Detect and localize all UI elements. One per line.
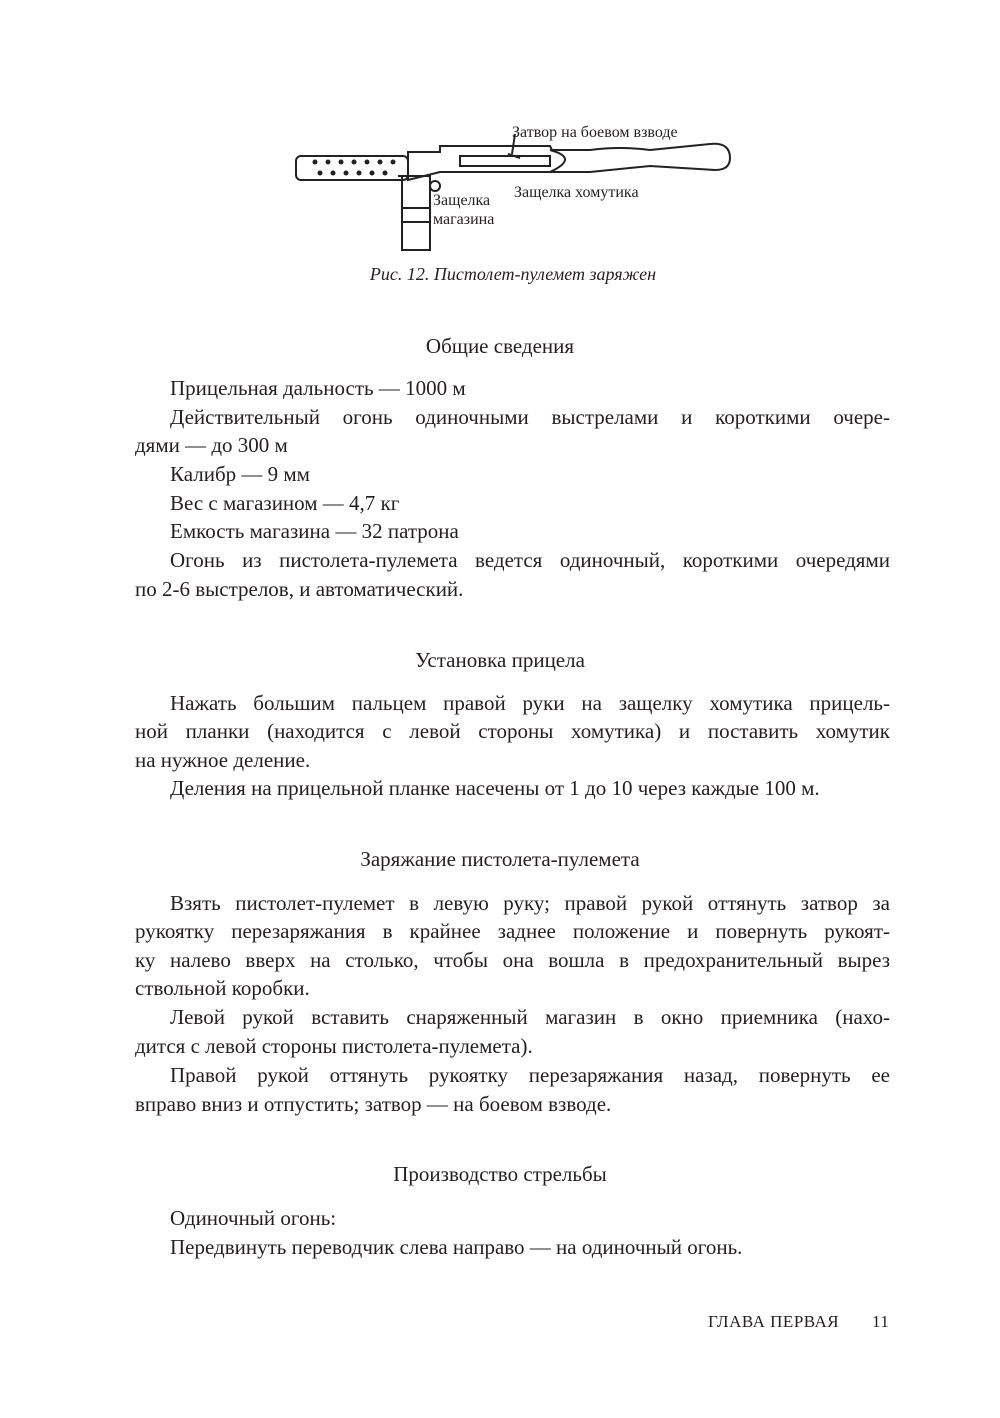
paragraph-line: ствольной коробки.: [135, 976, 310, 1000]
paragraph-line: Емкость магазина — 32 патрона: [170, 519, 459, 543]
running-footer-chapter: ГЛАВА ПЕРВАЯ: [708, 1312, 840, 1331]
paragraph-line: Нажать большим пальцем правой руки на защелку хомутика прицель-: [170, 691, 890, 715]
paragraph-line: дями — до 300 м: [135, 433, 288, 457]
label-clamp-latch: Защелка хомутика: [514, 184, 639, 201]
paragraph-line: Калибр — 9 мм: [170, 462, 310, 486]
paragraph-line: на нужное деление.: [135, 748, 311, 772]
section-heading: Заряжание пистолета-пулемета: [360, 847, 640, 871]
paragraph-line: Деления на прицельной планке насечены от 1 до 10 через каждые 100 м.: [170, 776, 820, 800]
paragraph-line: Правой рукой оттянуть рукоятку перезаряжания назад, повернуть ее: [170, 1063, 890, 1087]
paragraph-line: вправо вниз и отпустить; затвор — на боевом взводе.: [135, 1092, 612, 1116]
page-number: 11: [872, 1312, 890, 1331]
paragraph-line: дится с левой стороны пистолета-пулемета).: [135, 1034, 533, 1058]
label-mag-latch-1: Защелка: [433, 192, 491, 209]
paragraph-line: по 2-6 выстрелов, и автоматический.: [135, 577, 464, 601]
paragraph-line: ной планки (находится с левой стороны хомутика) и поставить хомутик: [135, 719, 890, 743]
paragraph-line: Взять пистолет-пулемет в левую руку; правой рукой оттянуть затвор за: [170, 891, 890, 915]
paragraph-line: ку налево вверх на столько, чтобы она вошла в предохранительный вырез: [135, 948, 890, 972]
section-heading: Производство стрельбы: [393, 1162, 607, 1186]
paragraph-line: Действительный огонь одиночными выстрелами и короткими очере-: [170, 405, 890, 429]
section-heading: Установка прицела: [415, 648, 585, 672]
label-bolt: Затвор на боевом взводе: [512, 124, 678, 141]
label-mag-latch-2: магазина: [433, 211, 495, 228]
paragraph-line: рукоятку перезаряжания в крайнее заднее положение и повернуть рукоят-: [135, 919, 890, 943]
paragraph-line: Левой рукой вставить снаряженный магазин в окно приемника (нахо-: [170, 1005, 890, 1029]
paragraph-line: Вес с магазином — 4,7 кг: [170, 491, 400, 515]
paragraph-line: Передвинуть переводчик слева направо — на одиночный огонь.: [170, 1235, 743, 1259]
paragraph-line: Одиночный огонь:: [170, 1206, 337, 1230]
paragraph-line: Огонь из пистолета-пулемета ведется одиночный, короткими очередями: [170, 548, 890, 572]
section-heading: Общие сведения: [425, 334, 575, 358]
figure-caption: Рис. 12. Пистолет-пулемет заряжен: [369, 264, 657, 284]
paragraph-line: Прицельная дальность — 1000 м: [170, 376, 466, 400]
